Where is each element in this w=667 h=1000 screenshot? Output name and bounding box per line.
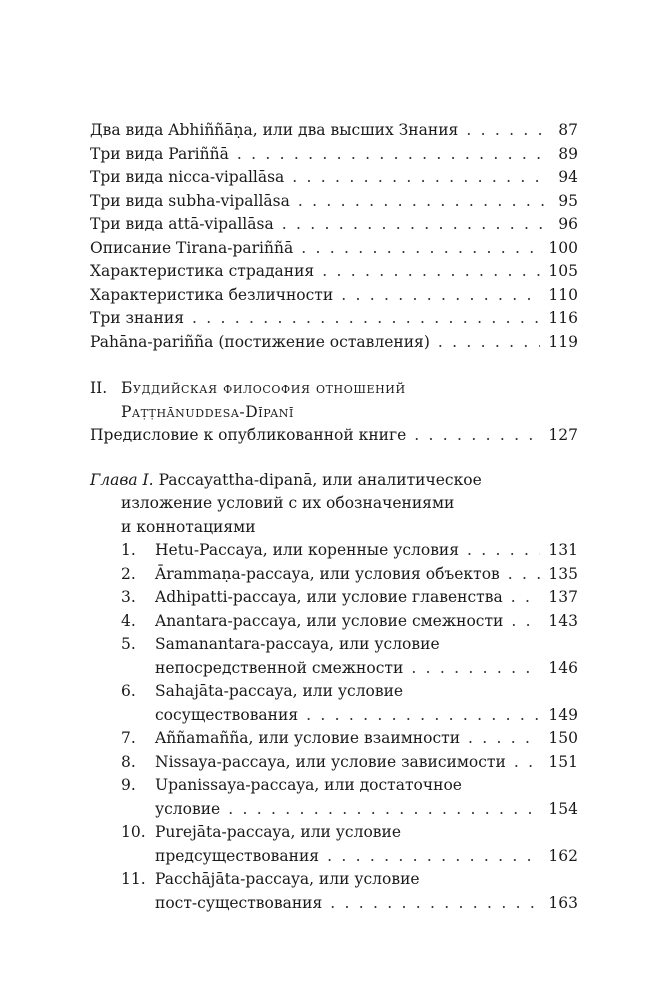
toc-entry-page: 150 [548, 729, 578, 747]
toc-entry[interactable] [90, 119, 578, 143]
item-title: Aññamañña, или условие взаимности [155, 729, 461, 747]
toc-entry[interactable] [90, 166, 578, 190]
toc-item[interactable] [121, 798, 578, 822]
toc-entry[interactable] [90, 331, 578, 355]
toc-entry-page: 137 [548, 588, 578, 606]
toc-item[interactable] [121, 751, 578, 775]
toc-entry-page: 100 [548, 238, 578, 257]
toc-entry-page: 110 [548, 285, 578, 304]
item-number: 1. [121, 541, 136, 559]
toc-item[interactable] [121, 727, 578, 751]
toc-item[interactable] [121, 657, 578, 681]
toc-item-first-line[interactable] [121, 680, 578, 704]
toc-entry-page: 89 [558, 144, 578, 163]
item-number: 10. [121, 823, 146, 841]
item-title-cont: пост-существования [155, 893, 323, 912]
item-number: 2. [121, 564, 136, 583]
toc-entry-page: 149 [548, 705, 578, 724]
toc-item[interactable] [121, 610, 578, 634]
toc-item[interactable] [121, 845, 578, 869]
chapter-items [90, 539, 578, 915]
toc-entry-title: Описание Tirana-pariññā [90, 238, 294, 257]
item-title-cont: непосредственной смежности [155, 658, 404, 677]
chapter-heading [90, 469, 578, 540]
chapter-title-line2: изложение условий с их обозначениями [121, 494, 455, 512]
toc-entry-title: Характеристика страдания [90, 262, 315, 280]
toc-entry-page: 146 [548, 658, 578, 677]
item-title-cont: условие [155, 799, 221, 818]
toc-entry-title: Три вида Pariññā [90, 144, 229, 163]
toc-entry-title: Три вида subha-vipallāsa [90, 191, 290, 210]
section-heading [90, 377, 578, 424]
toc-item[interactable] [121, 704, 578, 728]
item-title-cont: сосуществования [155, 705, 299, 724]
item-title-cont: предсуществования [155, 846, 320, 865]
toc-entry-page: 94 [558, 168, 578, 186]
toc-entry-page: 105 [548, 262, 578, 280]
chapter-label: Глава I. [90, 470, 154, 489]
section-title-line1: Буддийская философия отношений [121, 379, 406, 397]
toc-entry[interactable] [90, 237, 578, 261]
item-number: 4. [121, 611, 136, 630]
toc-entry-page: 151 [548, 752, 578, 771]
toc-entry-title: Три вида nicca-vipallāsa [90, 168, 285, 186]
toc-entry-title: Три вида attā-vipallāsa [90, 215, 274, 233]
toc-entry[interactable] [90, 260, 578, 284]
toc-item[interactable] [121, 539, 578, 563]
toc-entry-page: 87 [558, 121, 578, 139]
item-title: Nissaya-paccaya, или условие зависимости [155, 752, 506, 771]
toc-item[interactable] [121, 586, 578, 610]
item-number: 7. [121, 729, 136, 747]
toc-entry-page: 143 [548, 611, 578, 630]
item-title: Samanantara-paccaya, или условие [155, 635, 440, 653]
item-title: Pacchājāta-paccaya, или условие [155, 870, 420, 888]
toc-entry-page: 96 [558, 215, 578, 233]
item-title: Upanissaya-paccaya, или достаточное [155, 776, 462, 794]
toc-entry-page: 131 [548, 541, 578, 559]
toc-item-first-line[interactable] [121, 868, 578, 892]
item-number: 11. [121, 870, 146, 888]
toc-entry-page: 135 [548, 564, 578, 583]
item-number: 9. [121, 776, 136, 794]
item-title: Anantara-paccaya, или условие смежности [155, 611, 504, 630]
toc-item[interactable] [121, 563, 578, 587]
chapter-title-line1: Paccayattha-dipanā, или аналитическое [158, 470, 482, 489]
item-number: 5. [121, 635, 136, 653]
toc-entry-title: Три знания [90, 309, 184, 327]
item-number: 8. [121, 752, 136, 771]
toc-entry[interactable] [90, 284, 578, 308]
toc-entry-page: 116 [548, 309, 578, 327]
item-title: Ārammaṇa-paccaya, или условия объектов [155, 564, 500, 583]
chapter-title-line3: и коннотациями [121, 517, 256, 536]
item-title: Purejāta-paccaya, или условие [155, 823, 402, 841]
toc-entry-page: 154 [548, 799, 578, 818]
toc-entry-preface[interactable] [90, 424, 578, 448]
toc-entry-title: Два вида Abhiññāṇa, или два высших Знания [90, 121, 459, 139]
item-title: Hetu-Paccaya, или коренные условия [155, 541, 460, 559]
toc-entry-page: 127 [548, 426, 578, 444]
toc-entry[interactable] [90, 190, 578, 214]
toc-entry-title: Pahāna-pariñña (постижение оставления) [90, 332, 430, 351]
toc-item[interactable] [121, 892, 578, 916]
toc-entry-title: Характеристика безличности [90, 285, 334, 304]
section-title-line2: Paṭṭhānuddesa-Dīpanī [121, 402, 294, 421]
toc-entry-page: 95 [558, 191, 578, 210]
toc-entry-page: 162 [548, 846, 578, 865]
item-number: 3. [121, 588, 136, 606]
section-numeral: II. [90, 379, 108, 397]
item-number: 6. [121, 682, 136, 700]
toc-item-first-line[interactable] [121, 774, 578, 798]
toc-entry-page: 119 [548, 332, 578, 351]
table-of-contents [90, 119, 578, 915]
toc-item-first-line[interactable] [121, 821, 578, 845]
item-title: Sahajāta-paccaya, или условие [155, 682, 404, 700]
item-title: Adhipatti-paccaya, или условие главенства [155, 588, 503, 606]
toc-entry-title: Предисловие к опубликованной книге [90, 426, 407, 444]
toc-entry-page: 163 [548, 893, 578, 912]
toc-entry[interactable] [90, 213, 578, 237]
toc-entry[interactable] [90, 307, 578, 331]
toc-entry[interactable] [90, 143, 578, 167]
toc-item-first-line[interactable] [121, 633, 578, 657]
